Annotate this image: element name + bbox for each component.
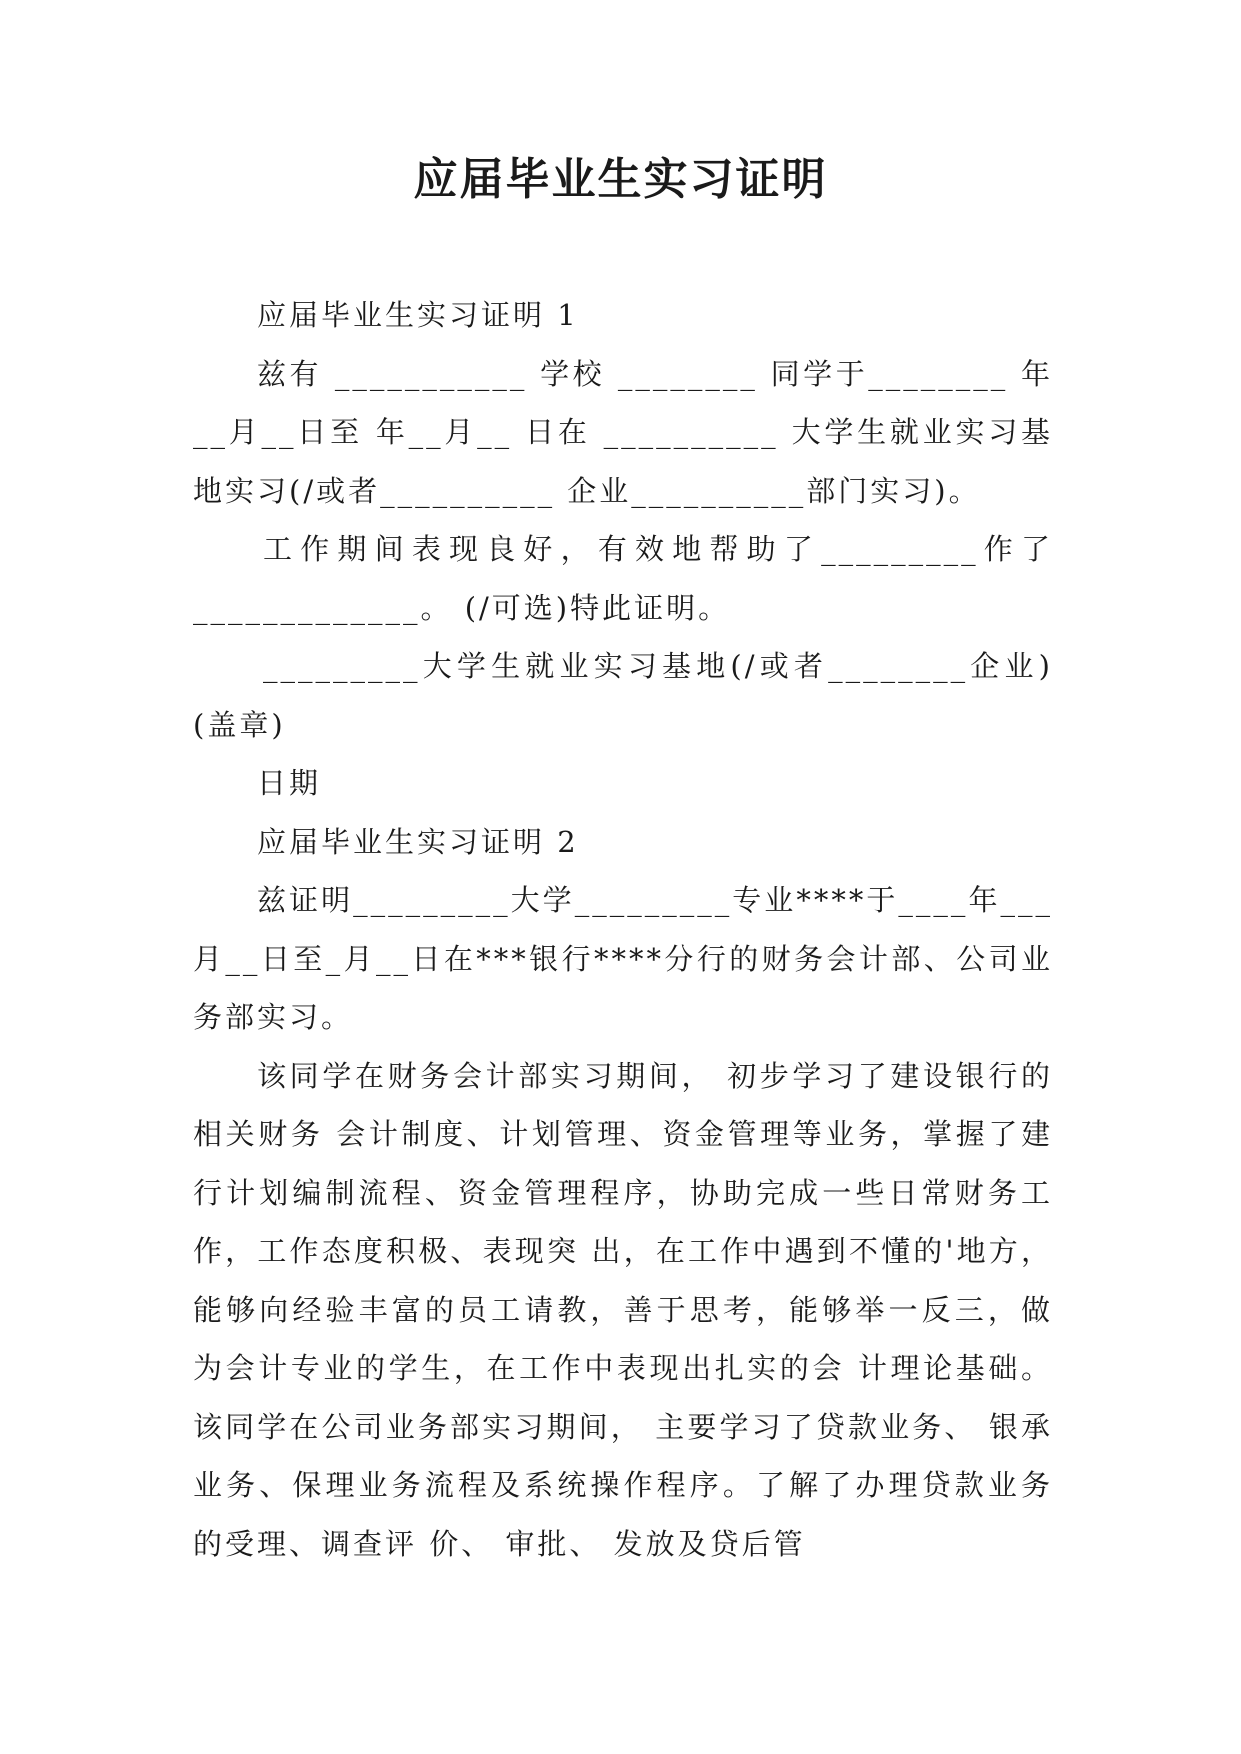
- paragraph-evaluation-2: 该同学在财务会计部实习期间， 初步学习了建设银行的相关财务 会计制度、计划管理、资金管理等业务，掌握了建行计划编制流程、资金管理程序，协助完成一些日常财务工作，工作态度积极、表现突 出，在工作中遇到不懂的'地方，能够向经验丰富的员工请教，善于思考，能够举一反三，做为会计专业的学生，在工作中表现出扎实的会 计理论基础。 该同学在公司业务部实习期间， 主要学习了贷款业务、 银承业务、保理业务流程及系统操作程序。了解了办理贷款业务的受理、调查评 价、 审批、 发放及贷后管: [193, 1058, 1053, 1561]
- paragraph-seal-1: _________大学生就业实习基地(/或者________企业)(盖章): [193, 649, 1053, 742]
- section-heading-2: 应届毕业生实习证明 2: [257, 824, 579, 859]
- document-body: [193, 286, 1053, 1573]
- paragraph-date-1: 日期: [257, 766, 322, 800]
- paragraph-performance-1: 工作期间表现良好，有效地帮助了_________作了_____________。 (/可选)特此证明。: [193, 532, 1053, 625]
- section-heading-1: 应届毕业生实习证明 1: [257, 298, 579, 332]
- paragraph-certify-2: 兹证明_________大学_________专业****于____年___月__日至_月__日在***银行****分行的财务会计部、公司业务部实习。: [193, 883, 1053, 1034]
- document-title: 应届毕业生实习证明: [413, 154, 828, 205]
- paragraph-certify-1: 兹有 ___________ 学校 ________ 同学于________ 年__月__日至 年__月__ 日在 __________ 大学生就业实习基地实习(/或者__________ 企业__________部门实习)。: [193, 356, 1053, 508]
